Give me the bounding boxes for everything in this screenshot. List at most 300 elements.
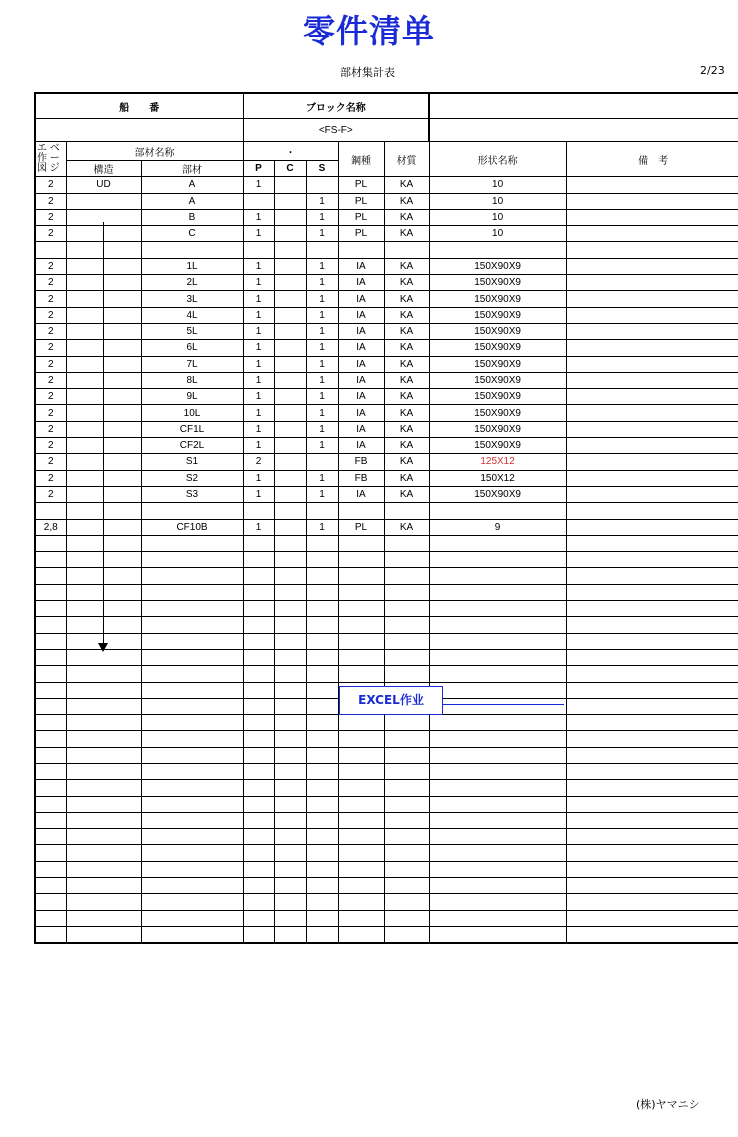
blank-cell: [274, 780, 306, 796]
row-p: 1: [243, 209, 274, 225]
row-remarks: [566, 275, 738, 291]
blank-cell: [429, 698, 566, 714]
row-structure: [66, 193, 141, 209]
row-remarks: [566, 389, 738, 405]
blank-cell: [429, 829, 566, 845]
blank-cell: [384, 910, 429, 926]
blank-cell: [429, 584, 566, 600]
blank-cell: [384, 894, 429, 910]
blank-cell: [35, 535, 66, 551]
process-page-label: [35, 142, 66, 177]
row-shape: 150X90X9: [429, 323, 566, 339]
blank-cell: [141, 666, 243, 682]
row-remarks: [566, 307, 738, 323]
row-p: 1: [243, 405, 274, 421]
row-s: 1: [306, 323, 338, 339]
row-material: KA: [384, 177, 429, 193]
blank-cell: [429, 910, 566, 926]
blank-cell: [243, 666, 274, 682]
row-p: 1: [243, 275, 274, 291]
table-row: [35, 291, 738, 307]
blank-cell: [35, 568, 66, 584]
row-page: 2: [35, 421, 66, 437]
table-row: [35, 323, 738, 339]
row-material: KA: [384, 470, 429, 486]
blank-cell: [274, 910, 306, 926]
row-material: KA: [384, 372, 429, 388]
blank-cell: [338, 649, 384, 665]
blank-cell: [566, 747, 738, 763]
row-material: [384, 503, 429, 519]
blank-cell: [566, 584, 738, 600]
parts-list-table: [34, 92, 738, 944]
row-material: KA: [384, 454, 429, 470]
blank-cell: [35, 584, 66, 600]
row-shape: 10: [429, 226, 566, 242]
blank-cell: [384, 796, 429, 812]
blank-cell: [141, 910, 243, 926]
table-row: [35, 356, 738, 372]
table-row: [35, 405, 738, 421]
row-c: [274, 503, 306, 519]
row-remarks: [566, 177, 738, 193]
row-p: 1: [243, 307, 274, 323]
blank-cell: [384, 861, 429, 877]
row-shape: 10: [429, 177, 566, 193]
blank-cell: [141, 698, 243, 714]
row-remarks: [566, 193, 738, 209]
row-s: 1: [306, 438, 338, 454]
row-member: CF2L: [141, 438, 243, 454]
blank-cell: [243, 861, 274, 877]
row-c: [274, 323, 306, 339]
shape-name-label: 形状名称: [429, 142, 566, 177]
blank-cell: [35, 812, 66, 828]
row-material: KA: [384, 209, 429, 225]
blank-cell: [274, 829, 306, 845]
row-remarks: [566, 291, 738, 307]
blank-cell: [384, 535, 429, 551]
row-steel: FB: [338, 470, 384, 486]
row-page: 2: [35, 177, 66, 193]
row-remarks: [566, 438, 738, 454]
row-shape: 10: [429, 193, 566, 209]
row-p: [243, 193, 274, 209]
blank-cell: [243, 535, 274, 551]
blank-cell: [66, 780, 141, 796]
row-material: KA: [384, 389, 429, 405]
blank-row: [35, 926, 738, 942]
row-page: 2: [35, 307, 66, 323]
row-material: KA: [384, 226, 429, 242]
blank-cell: [66, 682, 141, 698]
blank-cell: [429, 633, 566, 649]
blank-cell: [274, 715, 306, 731]
row-c: [274, 291, 306, 307]
table-row: [35, 454, 738, 470]
blank-cell: [306, 926, 338, 942]
blank-cell: [66, 763, 141, 779]
blank-cell: [141, 926, 243, 942]
row-material: KA: [384, 438, 429, 454]
row-steel: IA: [338, 438, 384, 454]
blank-cell: [66, 666, 141, 682]
row-page: 2: [35, 226, 66, 242]
blank-cell: [338, 731, 384, 747]
blank-cell: [35, 894, 66, 910]
blank-cell: [338, 666, 384, 682]
row-member: 9L: [141, 389, 243, 405]
row-shape: 150X90X9: [429, 258, 566, 274]
blank-cell: [35, 731, 66, 747]
row-p: 1: [243, 519, 274, 535]
blank-cell: [566, 845, 738, 861]
row-s: 1: [306, 193, 338, 209]
blank-cell: [243, 763, 274, 779]
row-page: [35, 503, 66, 519]
row-s: 1: [306, 405, 338, 421]
blank-cell: [35, 747, 66, 763]
blank-cell: [243, 878, 274, 894]
row-steel: IA: [338, 323, 384, 339]
blank-cell: [243, 731, 274, 747]
material-label: 材質: [384, 142, 429, 177]
row-member: 7L: [141, 356, 243, 372]
row-steel: IA: [338, 307, 384, 323]
ship-no-value: [35, 119, 243, 142]
blank-cell: [35, 780, 66, 796]
row-p: 2: [243, 454, 274, 470]
blank-cell: [274, 666, 306, 682]
row-page: 2: [35, 470, 66, 486]
blank-cell: [66, 861, 141, 877]
header-blank: [429, 93, 738, 119]
blank-cell: [306, 552, 338, 568]
blank-cell: [566, 829, 738, 845]
row-page: 2: [35, 258, 66, 274]
row-shape: 150X90X9: [429, 486, 566, 502]
row-c: [274, 372, 306, 388]
blank-cell: [141, 584, 243, 600]
blank-cell: [338, 812, 384, 828]
blank-cell: [429, 731, 566, 747]
blank-cell: [429, 861, 566, 877]
row-structure: UD: [66, 177, 141, 193]
blank-cell: [566, 796, 738, 812]
row-s: 1: [306, 340, 338, 356]
header-row-2: [35, 119, 738, 142]
row-p: 1: [243, 258, 274, 274]
blank-row: [35, 568, 738, 584]
blank-cell: [338, 747, 384, 763]
blank-cell: [384, 601, 429, 617]
blank-cell: [35, 633, 66, 649]
blank-cell: [384, 878, 429, 894]
blank-cell: [274, 845, 306, 861]
blank-cell: [338, 796, 384, 812]
row-remarks: [566, 258, 738, 274]
row-remarks: [566, 470, 738, 486]
row-member: S2: [141, 470, 243, 486]
row-steel: PL: [338, 226, 384, 242]
row-material: KA: [384, 405, 429, 421]
row-remarks: [566, 323, 738, 339]
row-steel: IA: [338, 486, 384, 502]
row-s: 1: [306, 258, 338, 274]
blank-cell: [66, 812, 141, 828]
blank-cell: [384, 763, 429, 779]
row-member: CF10B: [141, 519, 243, 535]
blank-cell: [384, 649, 429, 665]
row-shape: [429, 503, 566, 519]
row-member: C: [141, 226, 243, 242]
blank-cell: [306, 763, 338, 779]
row-shape: 150X90X9: [429, 389, 566, 405]
blank-cell: [274, 535, 306, 551]
row-remarks: [566, 226, 738, 242]
row-shape: 10: [429, 209, 566, 225]
table-row: [35, 226, 738, 242]
blank-cell: [384, 747, 429, 763]
blank-cell: [338, 535, 384, 551]
row-s: 1: [306, 486, 338, 502]
blank-cell: [384, 552, 429, 568]
pcs-dot: ・: [243, 142, 338, 161]
blank-cell: [35, 715, 66, 731]
row-steel: PL: [338, 209, 384, 225]
blank-cell: [429, 568, 566, 584]
row-steel: FB: [338, 454, 384, 470]
blank-cell: [141, 812, 243, 828]
blank-row: [35, 535, 738, 551]
blank-cell: [274, 552, 306, 568]
blank-cell: [274, 584, 306, 600]
blank-cell: [306, 910, 338, 926]
table-row: [35, 193, 738, 209]
row-page: 2: [35, 193, 66, 209]
blank-cell: [66, 715, 141, 731]
row-s: 1: [306, 291, 338, 307]
blank-cell: [306, 812, 338, 828]
process-page-text: エ ベ 作 ー 図 ジ: [37, 143, 60, 175]
row-c: [274, 519, 306, 535]
row-shape: 125X12: [429, 454, 566, 470]
blank-cell: [338, 552, 384, 568]
blank-cell: [35, 552, 66, 568]
blank-cell: [35, 601, 66, 617]
blank-cell: [274, 682, 306, 698]
row-c: [274, 486, 306, 502]
row-member: A: [141, 177, 243, 193]
row-s: 1: [306, 209, 338, 225]
blank-cell: [274, 601, 306, 617]
row-steel: IA: [338, 275, 384, 291]
p-label: P: [243, 161, 274, 177]
block-name-label: ブロック名称: [243, 93, 429, 119]
blank-cell: [66, 747, 141, 763]
blank-cell: [66, 894, 141, 910]
company-footer: (株)ヤマニシ: [636, 1098, 700, 1111]
row-c: [274, 242, 306, 258]
row-member: S1: [141, 454, 243, 470]
row-material: KA: [384, 340, 429, 356]
table-row: [35, 372, 738, 388]
blank-row: [35, 731, 738, 747]
blank-cell: [35, 649, 66, 665]
member-name-label: 部材名称: [66, 142, 243, 161]
blank-cell: [35, 861, 66, 877]
blank-row: [35, 584, 738, 600]
blank-cell: [274, 731, 306, 747]
blank-cell: [566, 894, 738, 910]
blank-cell: [141, 601, 243, 617]
blank-cell: [141, 649, 243, 665]
blank-cell: [66, 910, 141, 926]
blank-cell: [274, 878, 306, 894]
blank-cell: [35, 666, 66, 682]
blank-cell: [429, 552, 566, 568]
row-material: KA: [384, 356, 429, 372]
blank-cell: [243, 617, 274, 633]
row-remarks: [566, 405, 738, 421]
blank-cell: [141, 861, 243, 877]
blank-cell: [306, 878, 338, 894]
blank-cell: [243, 796, 274, 812]
blank-cell: [338, 829, 384, 845]
blank-cell: [243, 910, 274, 926]
blank-cell: [338, 926, 384, 942]
table-row: [35, 389, 738, 405]
blank-cell: [306, 845, 338, 861]
blank-cell: [35, 878, 66, 894]
row-shape: 150X90X9: [429, 275, 566, 291]
blank-cell: [429, 747, 566, 763]
row-s: 1: [306, 307, 338, 323]
blank-cell: [141, 633, 243, 649]
blank-cell: [429, 812, 566, 828]
blank-cell: [243, 812, 274, 828]
row-shape: 150X90X9: [429, 372, 566, 388]
blank-cell: [66, 829, 141, 845]
blank-cell: [384, 780, 429, 796]
row-page: 2: [35, 356, 66, 372]
table-row: [35, 340, 738, 356]
blank-cell: [429, 894, 566, 910]
row-shape: 150X90X9: [429, 356, 566, 372]
blank-cell: [141, 731, 243, 747]
blank-cell: [429, 649, 566, 665]
page-title: 零件清单: [302, 12, 435, 50]
row-remarks: [566, 486, 738, 502]
blank-cell: [566, 926, 738, 942]
blank-cell: [429, 715, 566, 731]
blank-cell: [384, 926, 429, 942]
s-label: S: [306, 161, 338, 177]
blank-cell: [306, 633, 338, 649]
table-row: [35, 421, 738, 437]
blank-row: [35, 812, 738, 828]
header-blank: [429, 119, 738, 142]
blank-cell: [338, 780, 384, 796]
header-row-3: [35, 142, 738, 161]
row-s: 1: [306, 519, 338, 535]
row-c: [274, 340, 306, 356]
blank-cell: [274, 763, 306, 779]
row-member: 6L: [141, 340, 243, 356]
blank-cell: [243, 633, 274, 649]
blank-cell: [306, 747, 338, 763]
row-shape: [429, 242, 566, 258]
blank-cell: [274, 649, 306, 665]
row-page: 2: [35, 438, 66, 454]
blank-cell: [306, 535, 338, 551]
row-steel: PL: [338, 519, 384, 535]
row-steel: IA: [338, 356, 384, 372]
blank-cell: [566, 861, 738, 877]
blank-row: [35, 829, 738, 845]
row-c: [274, 307, 306, 323]
blank-cell: [274, 568, 306, 584]
blank-cell: [141, 747, 243, 763]
row-page: 2: [35, 291, 66, 307]
blank-cell: [338, 715, 384, 731]
row-s: [306, 242, 338, 258]
row-remarks: [566, 356, 738, 372]
table-row: [35, 177, 738, 193]
blank-cell: [566, 568, 738, 584]
blank-cell: [306, 666, 338, 682]
row-material: KA: [384, 519, 429, 535]
row-remarks: [566, 242, 738, 258]
blank-cell: [141, 535, 243, 551]
blank-cell: [384, 715, 429, 731]
blank-cell: [429, 682, 566, 698]
row-page: 2: [35, 405, 66, 421]
blank-cell: [566, 780, 738, 796]
blank-cell: [243, 715, 274, 731]
blank-cell: [429, 878, 566, 894]
blank-cell: [66, 731, 141, 747]
blank-cell: [306, 894, 338, 910]
blank-cell: [243, 584, 274, 600]
row-member: 4L: [141, 307, 243, 323]
blank-row: [35, 910, 738, 926]
blank-cell: [429, 780, 566, 796]
table-row: [35, 438, 738, 454]
blank-cell: [338, 601, 384, 617]
steel-type-label: 鋼種: [338, 142, 384, 177]
blank-cell: [306, 568, 338, 584]
blank-cell: [338, 910, 384, 926]
row-page: 2: [35, 323, 66, 339]
row-member: CF1L: [141, 421, 243, 437]
blank-cell: [141, 568, 243, 584]
row-page: 2: [35, 389, 66, 405]
blank-cell: [338, 763, 384, 779]
row-s: 1: [306, 372, 338, 388]
blank-cell: [338, 584, 384, 600]
blank-cell: [429, 601, 566, 617]
blank-cell: [141, 796, 243, 812]
row-c: [274, 389, 306, 405]
row-steel: [338, 503, 384, 519]
row-c: [274, 454, 306, 470]
row-member: 5L: [141, 323, 243, 339]
table-row: [35, 470, 738, 486]
blank-row: [35, 601, 738, 617]
row-steel: IA: [338, 291, 384, 307]
blank-cell: [306, 601, 338, 617]
